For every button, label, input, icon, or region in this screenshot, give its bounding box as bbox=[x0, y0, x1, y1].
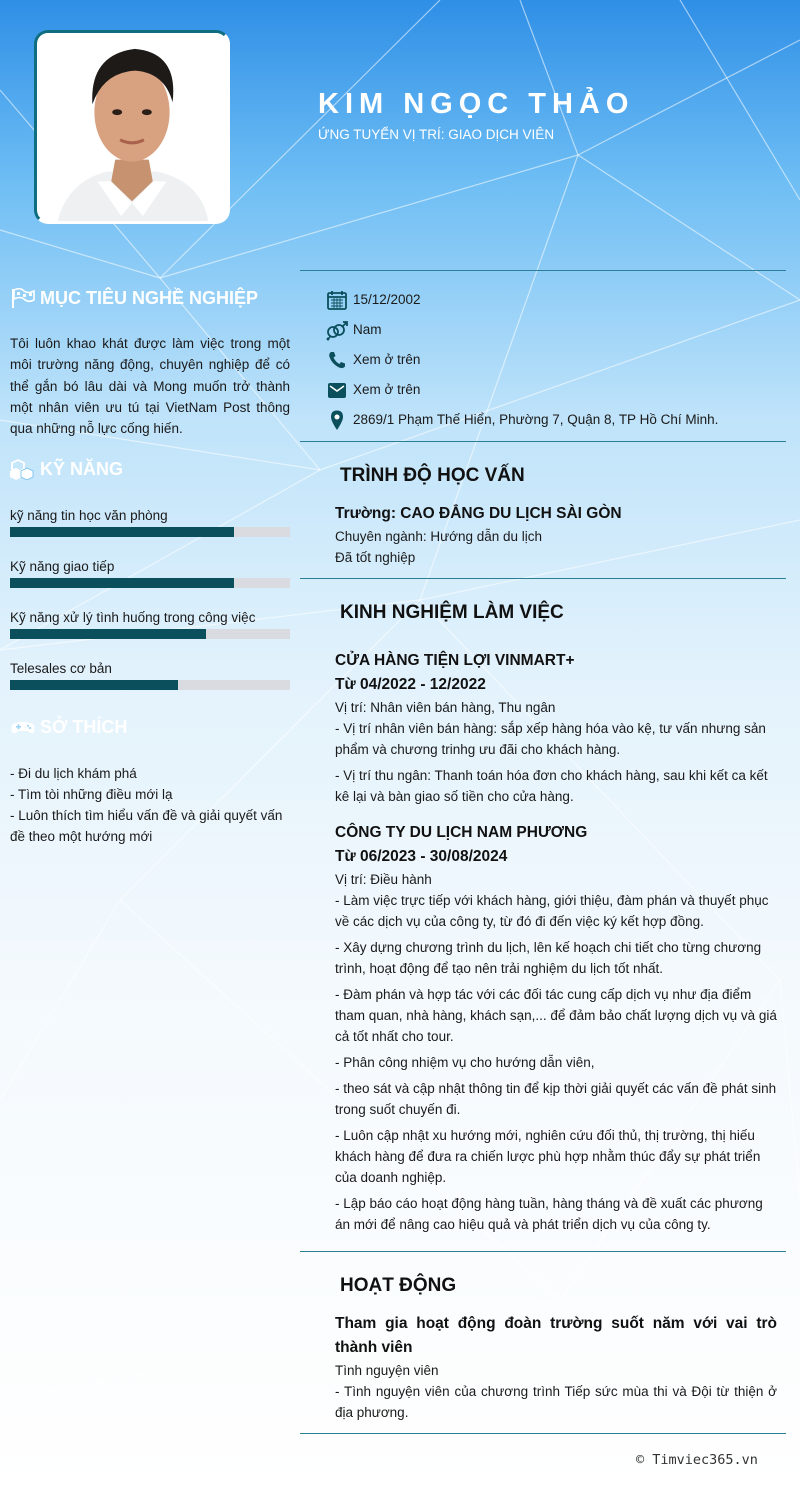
job-detail: - Làm việc trực tiếp với khách hàng, giới thiệu, đàm phán và thuyết phục về các dịch vụ của công ty, từ đó đi đến việc ký kết hợp đồng. bbox=[335, 893, 769, 929]
divider bbox=[300, 441, 786, 442]
divider bbox=[300, 578, 786, 579]
skill-label: kỹ năng tin học văn phòng bbox=[10, 508, 168, 523]
map-pin-icon bbox=[326, 409, 348, 431]
job-detail: - Phân công nhiệm vụ cho hướng dẫn viên, bbox=[335, 1055, 595, 1070]
calendar-icon bbox=[326, 289, 348, 311]
divider bbox=[300, 270, 786, 271]
job-company: CỬA HÀNG TIỆN LỢI VINMART+ bbox=[335, 652, 575, 669]
skills-list bbox=[10, 505, 290, 709]
education-block bbox=[335, 502, 777, 568]
job-detail: - theo sát và cập nhật thông tin để kịp thời giải quyết các vấn đề phát sinh trong suốt chuyến đi. bbox=[335, 1081, 777, 1117]
skill-bar-fill bbox=[10, 680, 178, 690]
hobbies-list bbox=[10, 763, 292, 847]
skill-bar bbox=[10, 629, 290, 639]
activity-name: Tham gia hoạt động đoàn trường suốt năm với vai trò thành viên bbox=[335, 1315, 777, 1356]
avatar-icon bbox=[37, 33, 227, 221]
address-row bbox=[326, 409, 796, 439]
job-detail: - Vị trí nhân viên bán hàng: sắp xếp hàng hóa vào kệ, tư vấn nhưng sản phẩm và chương trinhg ưu đãi cho khách hàng. bbox=[335, 721, 766, 757]
job-detail: - Vị trí thu ngân: Thanh toán hóa đơn cho khách hàng, sau khi kết ca kết kê lại và bàn giao số tiền cho cửa hàng. bbox=[335, 768, 768, 804]
activity-role: Tình nguyện viên bbox=[335, 1363, 439, 1378]
flag-icon bbox=[10, 287, 36, 309]
envelope-icon bbox=[326, 379, 348, 401]
address-value: 2869/1 Phạm Thế Hiển, Phường 7, Quận 8, TP Hồ Chí Minh. bbox=[353, 412, 719, 427]
dob-row bbox=[326, 289, 796, 319]
phone-row bbox=[326, 349, 796, 379]
contact-info bbox=[326, 289, 796, 439]
job-detail: - Xây dựng chương trình du lịch, lên kế hoạch chi tiết cho từng chương trình, hoạt động để tạo nên trải nghiệm du lịch tốt nhất. bbox=[335, 940, 762, 976]
job-role: Vị trí: Điều hành bbox=[335, 872, 432, 887]
phone-icon bbox=[326, 349, 348, 371]
skill-label: Kỹ năng xử lý tình huống trong công việc bbox=[10, 610, 256, 625]
phone-value: Xem ở trên bbox=[353, 352, 421, 367]
cubes-icon bbox=[10, 458, 36, 480]
job-role: Vị trí: Nhân viên bán hàng, Thu ngân bbox=[335, 700, 556, 715]
job-company: CÔNG TY DU LỊCH NAM PHƯƠNG bbox=[335, 824, 588, 841]
objective-text: Tôi luôn khao khát được làm việc trong một môi trường năng động, chuyên nghiệp để có thể gắn bó lâu dài và Mong muốn trở thành một nhân viên ưu tú tại VietNam Post thông qua những nỗ lực cống hiến. bbox=[10, 336, 290, 437]
education-heading: TRÌNH ĐỘ HỌC VẤN bbox=[340, 465, 525, 486]
watermark: © Timviec365.vn bbox=[636, 1452, 758, 1468]
gender-icon bbox=[326, 319, 348, 341]
divider bbox=[300, 1433, 786, 1434]
job-period: Từ 04/2022 - 12/2022 bbox=[335, 676, 486, 693]
experience-heading: KINH NGHIỆM LÀM VIỆC bbox=[340, 602, 564, 623]
activity-block bbox=[335, 1312, 777, 1423]
major: Chuyên ngành: Hướng dẫn du lịch bbox=[335, 529, 543, 544]
skill-bar-fill bbox=[10, 578, 234, 588]
job-detail: - Lập báo cáo hoạt động hàng tuần, hàng tháng và đề xuất các phương án mới để nâng cao hiệu quả và phát triển dịch vụ của công ty. bbox=[335, 1196, 763, 1232]
hobby-item: - Luôn thích tìm hiểu vấn đề và giải quyết vấn đề theo một hướng mới bbox=[10, 808, 283, 844]
dob-value: 15/12/2002 bbox=[353, 292, 421, 307]
activities-heading: HOẠT ĐỘNG bbox=[340, 1275, 457, 1296]
activity-detail: - Tình nguyện viên của chương trình Tiếp sức mùa thi và Đội từ thiện ở địa phương. bbox=[335, 1384, 777, 1420]
hobby-item: - Tìm tòi những điều mới lạ bbox=[10, 787, 173, 802]
hobbies-heading bbox=[10, 716, 127, 738]
profile-photo bbox=[34, 30, 230, 224]
skill-bar bbox=[10, 680, 290, 690]
skill-bar-fill bbox=[10, 629, 206, 639]
objective-title: MỤC TIÊU NGHỀ NGHIỆP bbox=[40, 287, 259, 308]
skill-bar-fill bbox=[10, 527, 234, 537]
job-1 bbox=[335, 649, 777, 812]
skill-bar bbox=[10, 527, 290, 537]
skill-label: Kỹ năng giao tiếp bbox=[10, 559, 115, 574]
email-value: Xem ở trên bbox=[353, 382, 421, 397]
job-2 bbox=[335, 821, 777, 1240]
gamepad-icon bbox=[10, 716, 36, 738]
skills-title: KỸ NĂNG bbox=[40, 458, 124, 479]
skills-heading bbox=[10, 458, 123, 480]
skill-item bbox=[10, 658, 290, 709]
job-detail: - Đàm phán và hợp tác với các đối tác cung cấp dịch vụ như địa điểm tham quan, nhà hàng, khách sạn,... để đảm bảo chất lượng dịch vụ và giá cả tốt nhất cho tour. bbox=[335, 987, 777, 1044]
skill-bar bbox=[10, 578, 290, 588]
school-name: Trường: CAO ĐẲNG DU LỊCH SÀI GÒN bbox=[335, 505, 622, 522]
skill-item bbox=[10, 607, 290, 658]
job-period: Từ 06/2023 - 30/08/2024 bbox=[335, 848, 508, 865]
skill-item bbox=[10, 556, 290, 607]
candidate-name: KIM NGỌC THẢO bbox=[318, 88, 635, 120]
applied-position: ỨNG TUYỂN VỊ TRÍ: GIAO DỊCH VIÊN bbox=[318, 127, 555, 142]
graduation-status: Đã tốt nghiệp bbox=[335, 550, 416, 565]
skill-item bbox=[10, 505, 290, 556]
hobby-item: - Đi du lịch khám phá bbox=[10, 766, 137, 781]
gender-value: Nam bbox=[353, 322, 382, 337]
hobbies-title: SỞ THÍCH bbox=[40, 716, 128, 737]
objective-heading bbox=[10, 287, 258, 309]
job-detail: - Luôn cập nhật xu hướng mới, nghiên cứu đối thủ, thị trường, thị hiếu khách hàng để đưa ra chiến lược phù hợp nhằm thúc đẩy sự phát triển của doanh nghiệp. bbox=[335, 1128, 761, 1185]
gender-row bbox=[326, 319, 796, 349]
email-row bbox=[326, 379, 796, 409]
divider bbox=[300, 1251, 786, 1252]
skill-label: Telesales cơ bản bbox=[10, 661, 112, 676]
